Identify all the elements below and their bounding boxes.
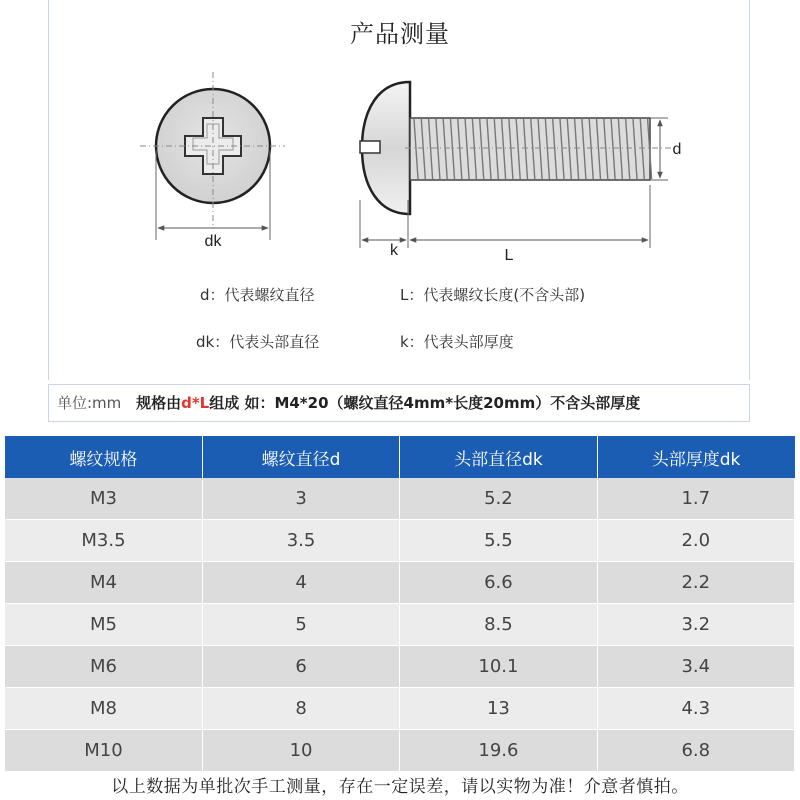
table-cell: 2.0 bbox=[597, 520, 794, 562]
spec-table bbox=[5, 436, 795, 772]
table-cell: M6 bbox=[5, 646, 202, 688]
table-cell: 5.5 bbox=[400, 520, 597, 562]
table-cell: M3.5 bbox=[5, 520, 202, 562]
spec-note bbox=[48, 384, 750, 422]
table-cell: 6.8 bbox=[597, 730, 794, 772]
label-k: k bbox=[390, 242, 398, 259]
column-header: 头部直径dk bbox=[400, 436, 597, 478]
table-cell: M8 bbox=[5, 688, 202, 730]
table-header-row bbox=[5, 436, 795, 478]
table-cell: M3 bbox=[5, 478, 202, 520]
table-row bbox=[5, 478, 795, 520]
rule-prefix: 规格由 bbox=[136, 394, 182, 412]
table-cell: 3.2 bbox=[597, 604, 794, 646]
table-cell: 19.6 bbox=[400, 730, 597, 772]
table-cell: 8 bbox=[202, 688, 399, 730]
table-row bbox=[5, 688, 795, 730]
legend-d: d：代表螺纹直径 bbox=[200, 286, 315, 304]
table-row bbox=[5, 646, 795, 688]
spec-rule bbox=[136, 394, 640, 412]
table-cell: 10 bbox=[202, 730, 399, 772]
label-d: d bbox=[672, 141, 682, 158]
column-header: 螺纹规格 bbox=[5, 436, 202, 478]
legend-k: k：代表头部厚度 bbox=[400, 333, 514, 351]
table-cell: 6.6 bbox=[400, 562, 597, 604]
table-cell: 6 bbox=[202, 646, 399, 688]
page-title: 产品测量 bbox=[350, 20, 450, 48]
table-cell: M10 bbox=[5, 730, 202, 772]
table-cell: 3 bbox=[202, 478, 399, 520]
screw-side-view bbox=[360, 82, 675, 248]
rule-suffix: 组成 如：M4*20（螺纹直径4mm*长度20mm）不含头部厚度 bbox=[209, 394, 641, 412]
rule-highlight: d*L bbox=[181, 394, 210, 412]
table-cell: 3.4 bbox=[597, 646, 794, 688]
label-dk: dk bbox=[204, 233, 222, 250]
table-row bbox=[5, 730, 795, 772]
table-cell: 8.5 bbox=[400, 604, 597, 646]
legend-dk: dk：代表头部直径 bbox=[196, 333, 320, 351]
table-cell: 10.1 bbox=[400, 646, 597, 688]
column-header: 螺纹直径d bbox=[202, 436, 399, 478]
column-header: 头部厚度dk bbox=[597, 436, 794, 478]
screw-diagram bbox=[0, 0, 800, 380]
legend-L: L：代表螺纹长度(不含头部) bbox=[400, 286, 586, 304]
table-cell: 5.2 bbox=[400, 478, 597, 520]
table-row bbox=[5, 562, 795, 604]
table-cell: M4 bbox=[5, 562, 202, 604]
screw-top-view bbox=[140, 72, 285, 240]
table-row bbox=[5, 604, 795, 646]
table-cell: 5 bbox=[202, 604, 399, 646]
table-cell: 4.3 bbox=[597, 688, 794, 730]
disclaimer-footer: 以上数据为单批次手工测量，存在一定误差，请以实物为准！介意者慎拍。 bbox=[111, 777, 689, 797]
table-row bbox=[5, 520, 795, 562]
unit-label: 单位:mm bbox=[57, 394, 122, 412]
table-cell: 1.7 bbox=[597, 478, 794, 520]
table-cell: 2.2 bbox=[597, 562, 794, 604]
table-cell: 4 bbox=[202, 562, 399, 604]
table-cell: 3.5 bbox=[202, 520, 399, 562]
label-L: L bbox=[504, 247, 514, 264]
table-cell: 13 bbox=[400, 688, 597, 730]
table-cell: M5 bbox=[5, 604, 202, 646]
